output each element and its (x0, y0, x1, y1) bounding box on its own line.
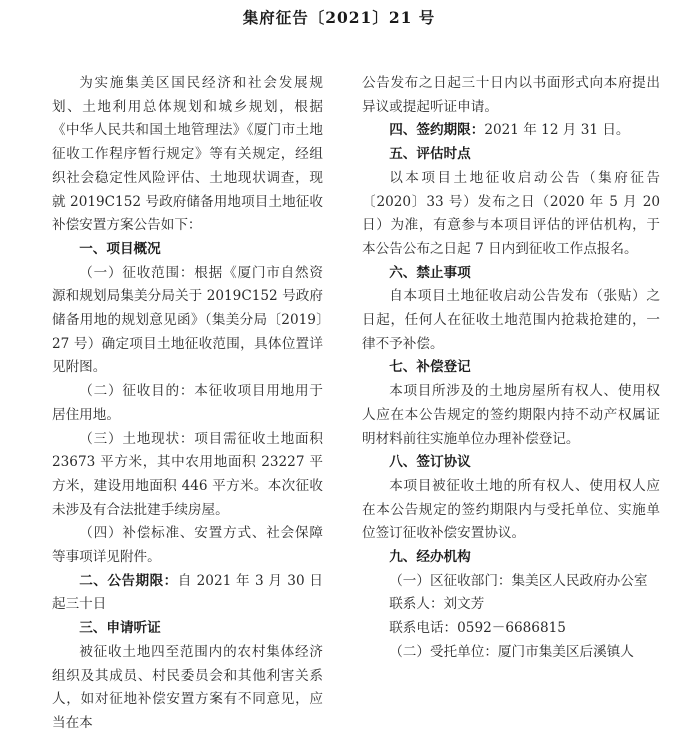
section-7-heading: 七、补偿登记 (389, 359, 471, 376)
section-9-item-1: （一）区征收部门：集美区人民政府办公室 (389, 572, 648, 589)
section-3-paragraph: 被征收土地四至范围内的农村集体经济组织及其成员、村民委员会和其他利害关系人，如对征地补偿安置方案有不同意见，应当在本 (52, 643, 323, 731)
section-4-text: 2021 年 12 月 31 日。 (484, 122, 630, 139)
document-title: 集府征告〔2021〕21 号 (242, 8, 436, 27)
section-4-heading: 四、签约期限： (389, 122, 485, 139)
section-3-continued: 公告发布之日起三十日内以书面形式向本府提出异议或提起听证申请。 (362, 75, 660, 115)
section-8-paragraph: 本项目被征收土地的所有权人、使用权人应在本公告规定的签约期限内与受托单位、实施单位签订征收补偿安置协议。 (362, 477, 660, 542)
section-7-paragraph: 本项目所涉及的土地房屋所有权人、使用权人应在本公告规定的签约期限内持不动产权属证明材料前往实施单位办理补偿登记。 (362, 383, 660, 447)
section-9-item-2: （二）受托单位：厦门市集美区后溪镇人 (389, 643, 634, 660)
section-8-heading: 八、签订协议 (389, 454, 471, 471)
section-1-heading: 一、项目概况 (79, 240, 161, 257)
section-6-heading: 六、禁止事项 (389, 264, 471, 281)
section-1-item-2: （二）征收目的：本征收项目用地用于居住用地。 (52, 383, 323, 423)
section-6-paragraph: 自本项目土地征收启动公告发布（张贴）之日起，任何人在征收土地范围内抢栽抢建的，一律不予补偿。 (362, 288, 660, 352)
section-1-item-1: （一）征收范围：根据《厦门市自然资源和规划局集美分局关于 2019C152 号政府储备用地的规划意见函》（集美分局〔2019〕27 号）确定项目土地征收范围，具体位置详见附图。 (52, 264, 323, 376)
intro-paragraph: 为实施集美区国民经济和社会发展规划、土地利用总体规划和城乡规划，根据《中华人民共和国土地管理法》《厦门市土地征收工作程序暂行规定》等有关规定，经组织社会稳定性风险评估、土地现状调查，现就 2019C152 号政府储备用地项目土地征收补偿安置方案公告如下： (52, 75, 323, 234)
left-column (52, 72, 323, 736)
section-2-text: 自 2021 年 3 月 30 日起三十日 (52, 572, 324, 613)
section-5-heading: 五、评估时点 (389, 146, 471, 163)
contact-phone: 联系电话：0592－6686815 (389, 620, 566, 637)
section-9-heading: 九、经办机构 (389, 549, 471, 566)
section-4-paragraph (362, 119, 660, 143)
contact-person: 联系人：刘文芳 (389, 596, 485, 613)
section-2-heading: 二、公告期限： (79, 572, 178, 589)
section-1-item-4: （四）补偿标准、安置方式、社会保障等事项详见附件。 (52, 525, 323, 566)
right-column (362, 72, 660, 665)
section-5-paragraph: 以本项目土地征收启动公告（集府征告〔2020〕33 号）发布之日（2020 年 5 月 20 日）为准，有意参与本项目评估的评估机构，于本公告公布之日起 7 日内到征收工作点报名。 (362, 169, 660, 257)
section-3-heading: 三、申请听证 (79, 620, 161, 637)
section-1-item-3: （三）土地现状：项目需征收土地面积 23673 平方米，其中农用地面积 23227 平方米，建设用地面积 446 平方米。本次征收未涉及有合法批建手续房屋。 (52, 430, 323, 518)
section-2-paragraph (52, 570, 323, 617)
